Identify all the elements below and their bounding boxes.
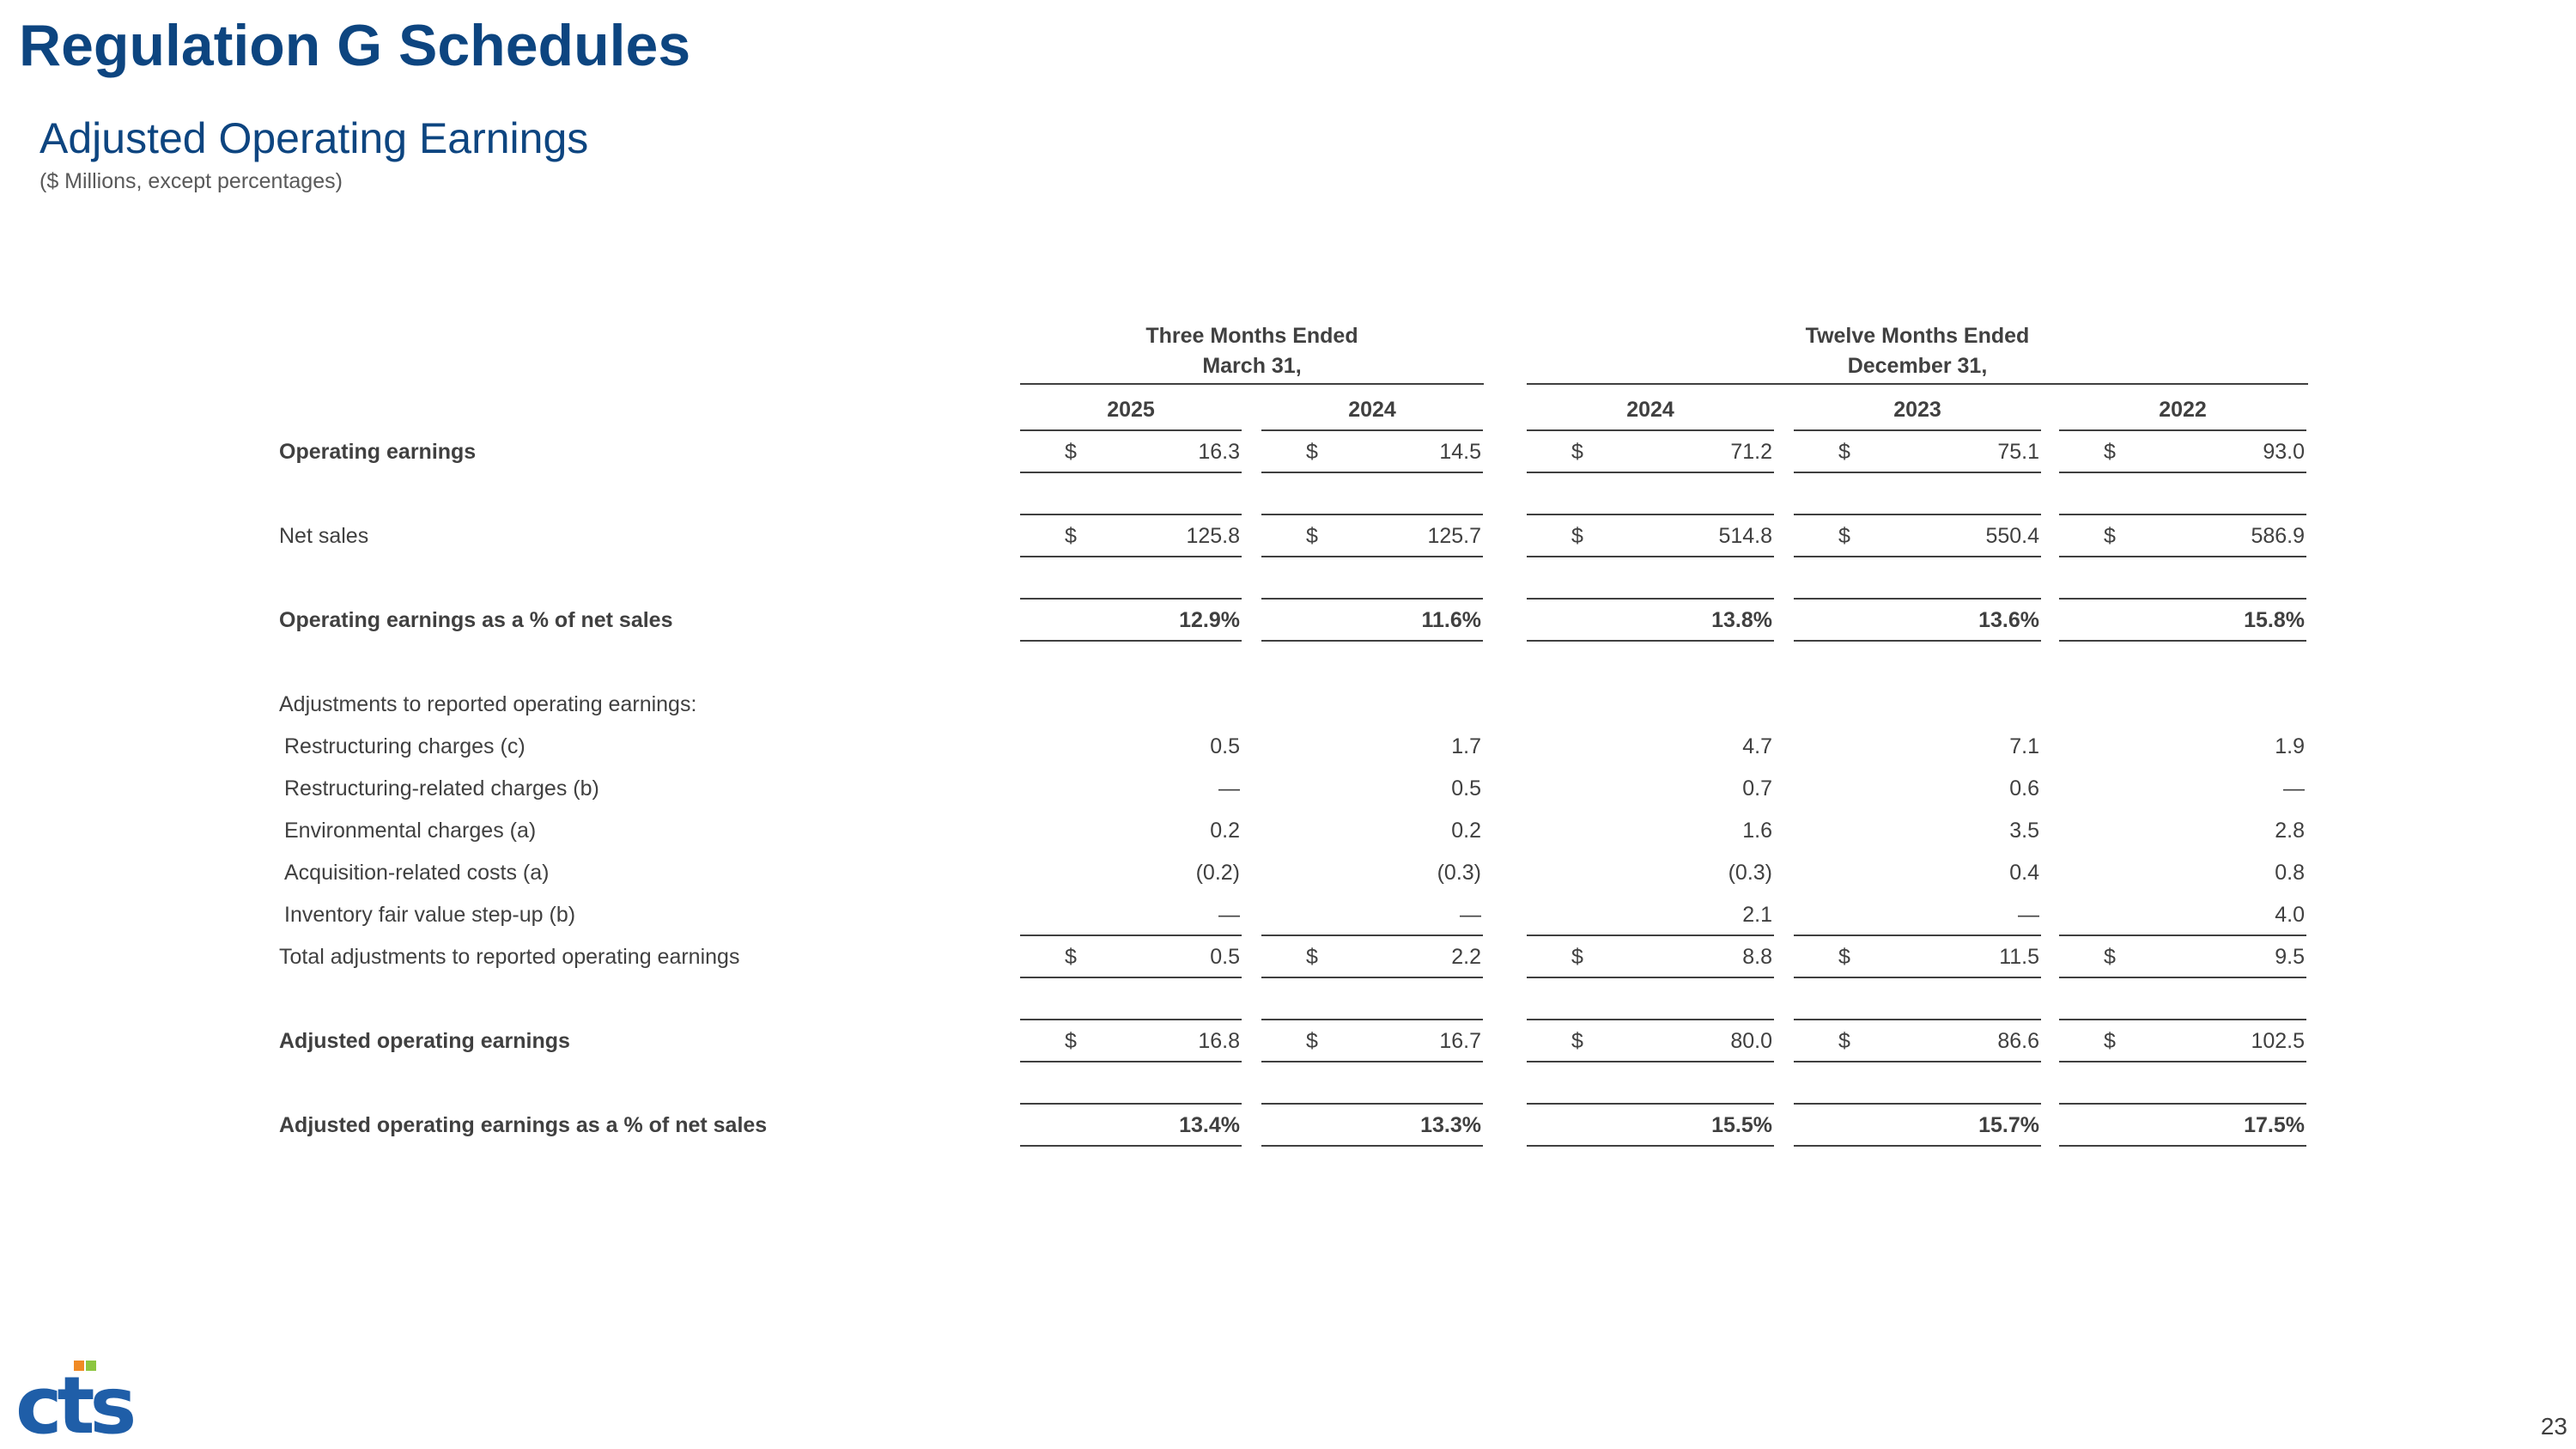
rule-row	[0, 1062, 2576, 1105]
table-row-restructuring	[0, 726, 2576, 768]
table-cell: $ 8.8	[1527, 936, 1774, 978]
table-cell: 15.8%	[2059, 600, 2306, 642]
row-label: Adjusted operating earnings as a % of net sales	[279, 1113, 768, 1137]
rule	[1020, 473, 1242, 515]
table-cell: $ 125.8	[1020, 515, 1242, 557]
table-cell: 0.8	[2275, 861, 2305, 885]
rule	[1527, 557, 1774, 600]
rule	[1794, 1062, 2041, 1105]
rule	[1261, 978, 1483, 1020]
table-cell: (0.3)	[1437, 861, 1481, 885]
rule	[1020, 1062, 1242, 1105]
rule	[2059, 557, 2306, 600]
rule	[1020, 978, 1242, 1020]
page-title: Regulation G Schedules	[19, 13, 691, 78]
table-cell: 2.8	[2275, 819, 2305, 843]
table-cell: 13.8%	[1527, 600, 1774, 642]
rule	[1261, 557, 1483, 600]
rule	[1527, 1062, 1774, 1105]
table-cell: 13.4%	[1020, 1105, 1242, 1147]
table-cell: (0.2)	[1195, 861, 1240, 885]
table-row-adjusted-operating-earnings	[0, 1020, 2576, 1062]
table-cell: 7.1	[2009, 734, 2039, 758]
rule	[1527, 978, 1774, 1020]
table-cell: —	[1261, 894, 1483, 936]
table-cell: $ 93.0	[2059, 431, 2306, 473]
table-row-net-sales	[0, 515, 2576, 557]
table-row-restructuring-related	[0, 768, 2576, 810]
row-label: Adjustments to reported operating earnings:	[279, 692, 697, 716]
table-cell: 15.5%	[1527, 1105, 1774, 1147]
year-header-cell: 2024	[1527, 389, 1774, 431]
table-cell: 12.9%	[1020, 600, 1242, 642]
table-cell: $ 9.5	[2059, 936, 2306, 978]
table-cell: (0.3)	[1728, 861, 1772, 885]
table-cell: 4.0	[2059, 894, 2306, 936]
table-cell: $ 102.5	[2059, 1020, 2306, 1062]
table-cell: 11.6%	[1261, 600, 1483, 642]
year-header-cell: 2024	[1261, 389, 1483, 431]
svg-text:cts: cts	[15, 1360, 132, 1439]
period-header-twelve-months	[1527, 321, 2308, 385]
row-label: Inventory fair value step-up (b)	[284, 903, 576, 927]
table-cell: 0.5	[1210, 734, 1240, 758]
rule	[2059, 978, 2306, 1020]
table-cell: $ 86.6	[1794, 1020, 2041, 1062]
table-row-total-adjustments	[0, 936, 2576, 978]
rule	[2059, 473, 2306, 515]
table-cell: $ 71.2	[1527, 431, 1774, 473]
table-row-inventory	[0, 894, 2576, 936]
table-cell: $ 14.5	[1261, 431, 1483, 473]
table-cell: 1.9	[2275, 734, 2305, 758]
cts-logo	[15, 1357, 153, 1439]
rule	[1261, 1062, 1483, 1105]
rule	[1527, 473, 1774, 515]
rule-row	[0, 473, 2576, 515]
table-cell: 0.6	[2009, 776, 2039, 801]
rule-row	[0, 978, 2576, 1020]
rule	[1794, 557, 2041, 600]
table-cell: 1.7	[1451, 734, 1481, 758]
table-row-adjusted-margin	[0, 1105, 2576, 1147]
table-cell: 13.3%	[1261, 1105, 1483, 1147]
table-cell: $ 125.7	[1261, 515, 1483, 557]
table-row-environmental	[0, 810, 2576, 852]
table-cell: $ 16.3	[1020, 431, 1242, 473]
period-header-line1: Three Months Ended	[1145, 324, 1358, 348]
rule	[1261, 473, 1483, 515]
table-cell: 0.2	[1210, 819, 1240, 843]
row-label: Restructuring-related charges (b)	[284, 776, 599, 801]
table-cell: $ 586.9	[2059, 515, 2306, 557]
section-title: Adjusted Operating Earnings	[39, 114, 589, 162]
row-label: Adjusted operating earnings	[279, 1029, 570, 1053]
units-note: ($ Millions, except percentages)	[39, 169, 343, 193]
row-label: Acquisition-related costs (a)	[284, 861, 550, 885]
table-cell: 0.2	[1451, 819, 1481, 843]
table-cell: $ 16.7	[1261, 1020, 1483, 1062]
row-label: Environmental charges (a)	[284, 819, 537, 843]
table-cell: —	[1020, 894, 1242, 936]
year-header-cell: 2022	[2059, 389, 2306, 431]
table-cell: $ 2.2	[1261, 936, 1483, 978]
rule	[1794, 473, 2041, 515]
table-cell: 3.5	[2009, 819, 2039, 843]
table-row-adjustments-header	[0, 684, 2576, 726]
table-cell: $ 0.5	[1020, 936, 1242, 978]
row-label: Restructuring charges (c)	[284, 734, 526, 758]
table-cell: $ 75.1	[1794, 431, 2041, 473]
page-number: 23	[2540, 1413, 2567, 1440]
table-cell: 4.7	[1742, 734, 1772, 758]
row-label: Total adjustments to reported operating earnings	[279, 945, 740, 969]
table-cell: $ 550.4	[1794, 515, 2041, 557]
row-label: Net sales	[279, 524, 369, 548]
period-header-line2: December 31,	[1847, 354, 1988, 378]
table-row-acquisition	[0, 852, 2576, 894]
table-cell: 1.6	[1742, 819, 1772, 843]
table-cell: 17.5%	[2059, 1105, 2306, 1147]
table-cell: 0.4	[2009, 861, 2039, 885]
year-header-cell: 2023	[1794, 389, 2041, 431]
table-cell: —	[1794, 894, 2041, 936]
table-cell: 0.5	[1451, 776, 1481, 801]
period-header-line1: Twelve Months Ended	[1805, 324, 2030, 348]
table-row-operating-earnings	[0, 431, 2576, 473]
period-header-three-months	[1020, 321, 1484, 385]
table-cell: $ 16.8	[1020, 1020, 1242, 1062]
table-cell: 2.1	[1527, 894, 1774, 936]
table-cell: —	[2283, 776, 2305, 801]
table-cell: 13.6%	[1794, 600, 2041, 642]
rule-row	[0, 557, 2576, 600]
table-cell: $ 514.8	[1527, 515, 1774, 557]
table-cell: —	[1218, 776, 1240, 801]
table-cell: 15.7%	[1794, 1105, 2041, 1147]
year-header-cell: 2025	[1020, 389, 1242, 431]
row-label: Operating earnings as a % of net sales	[279, 608, 673, 632]
table-cell: 0.7	[1742, 776, 1772, 801]
period-header-line2: March 31,	[1202, 354, 1302, 378]
table-row-operating-margin	[0, 600, 2576, 642]
table-cell: $ 11.5	[1794, 936, 2041, 978]
rule	[1794, 978, 2041, 1020]
row-label: Operating earnings	[279, 440, 477, 464]
rule	[2059, 1062, 2306, 1105]
year-header-row	[0, 389, 2576, 431]
table-cell: $ 80.0	[1527, 1020, 1774, 1062]
rule	[1020, 557, 1242, 600]
